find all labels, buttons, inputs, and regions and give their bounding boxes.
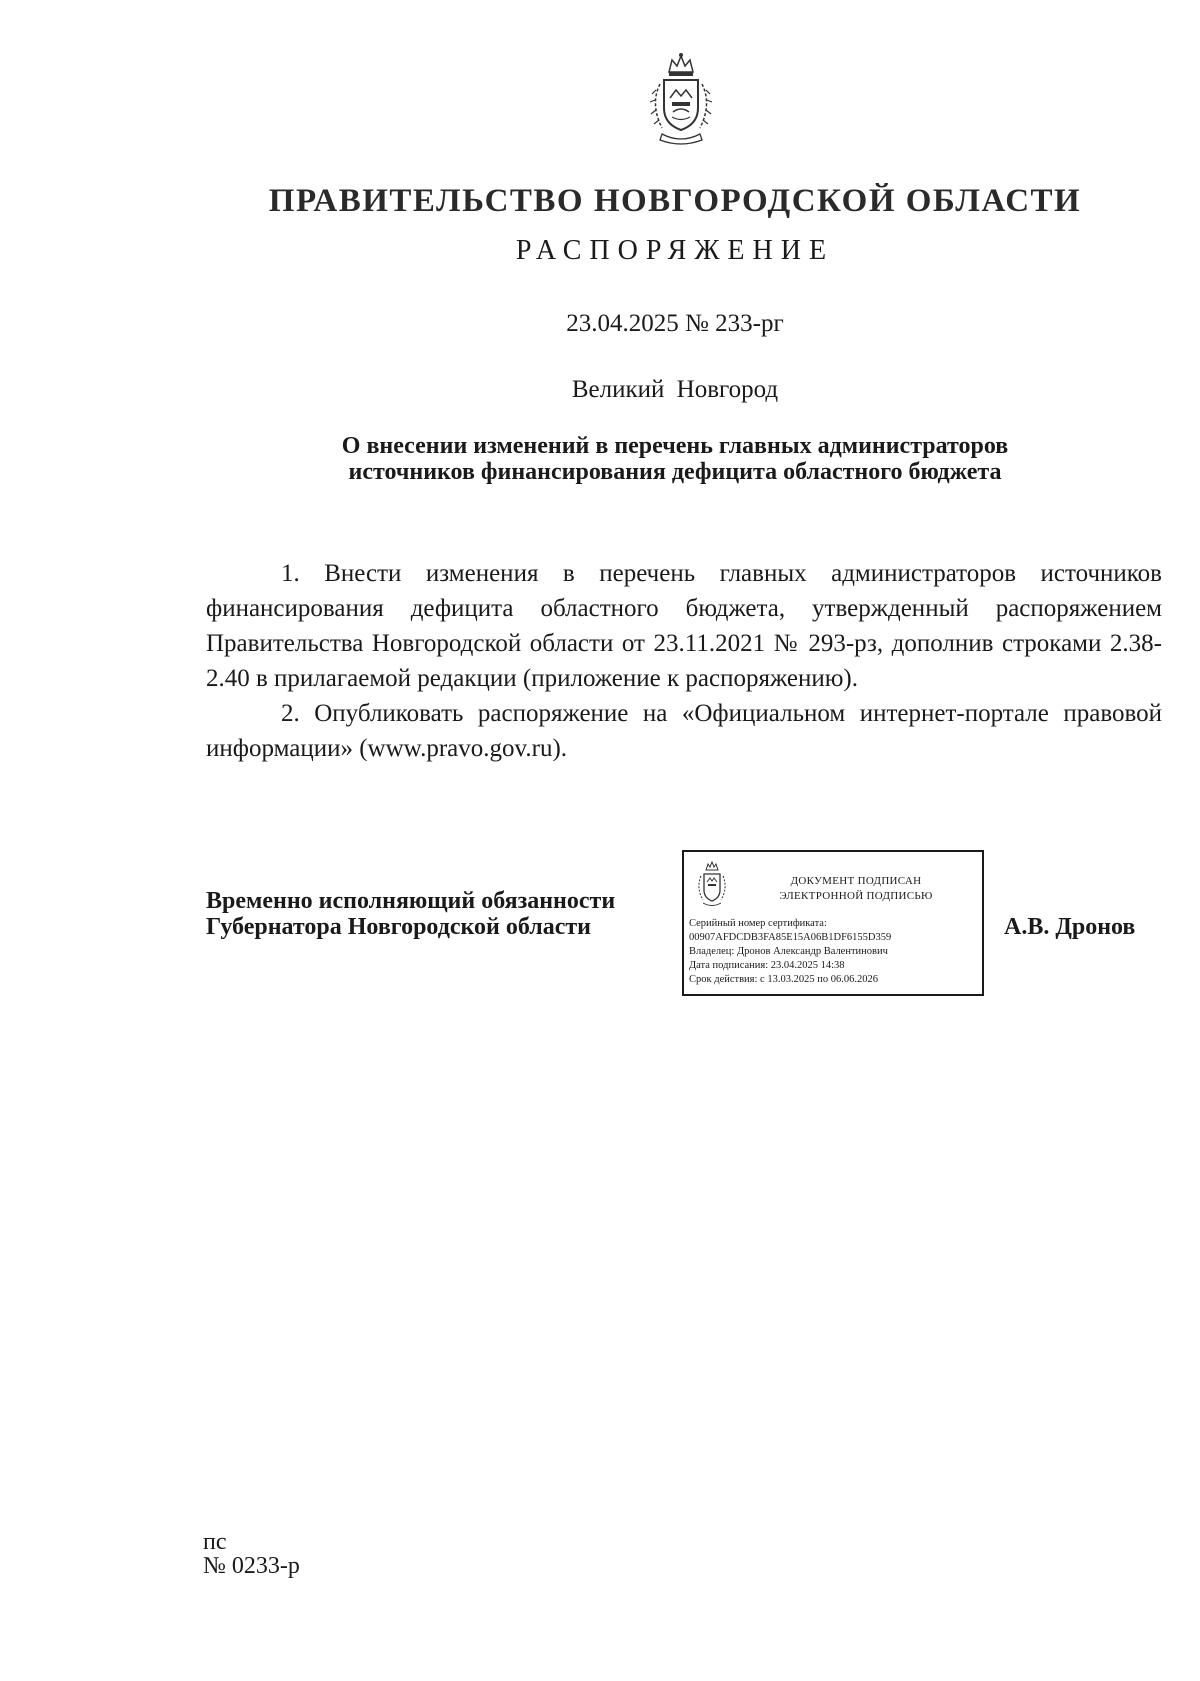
- signer-position-line-1: Временно исполняющий обязанности: [206, 888, 616, 914]
- stamp-header-line-1: ДОКУМЕНТ ПОДПИСАН: [790, 875, 922, 887]
- stamp-signed-date: Дата подписания: 23.04.2025 14:38: [689, 960, 845, 971]
- document-body: [206, 556, 1162, 766]
- document-type-heading: РАСПОРЯЖЕНИЕ: [515, 235, 835, 266]
- signer-position: [206, 888, 686, 940]
- signer-position-line-2: Губернатора Новгородской области: [206, 914, 592, 940]
- footer-reg-number: № 0233-р: [203, 1553, 300, 1579]
- stamp-coat-of-arms-icon: [694, 860, 730, 910]
- coat-of-arms-icon: [642, 50, 720, 150]
- stamp-header: [736, 874, 976, 904]
- stamp-owner: Владелец: Дронов Александр Валентинович: [689, 946, 888, 957]
- footer-initials: пс: [203, 1529, 227, 1555]
- stamp-serial-label: Серийный номер сертификата:: [689, 918, 827, 929]
- stamp-details: [689, 917, 979, 987]
- subject-line-2: источников финансирования дефицита областного бюджета: [348, 459, 1002, 485]
- document-city: Великий Новгород: [571, 376, 779, 403]
- document-date-number: 23.04.2025 № 233-рг: [566, 310, 784, 337]
- stamp-validity: Срок действия: с 13.03.2025 по 06.06.2026: [689, 974, 878, 985]
- signer-name: А.В. Дронов: [1004, 914, 1136, 940]
- electronic-signature-stamp: [682, 850, 984, 996]
- government-name-heading: ПРАВИТЕЛЬСТВО НОВГОРОДСКОЙ ОБЛАСТИ: [268, 183, 1082, 219]
- subject-line-1: О внесении изменений в перечень главных администраторов: [341, 433, 1009, 459]
- stamp-header-line-2: ЭЛЕКТРОННОЙ ПОДПИСЬЮ: [779, 890, 933, 902]
- footer-registration: [203, 1530, 300, 1578]
- body-paragraph-2: 2. Опубликовать распоряжение на «Официальном интернет-портале правовой информации» (www.pravo.gov.ru).: [206, 700, 1162, 762]
- stamp-serial-value: 00907AFDCDB3FA85E15A06B1DF6155D359: [689, 932, 892, 943]
- document-subject: [0, 433, 1200, 485]
- body-paragraph-1: 1. Внести изменения в перечень главных администраторов источников финансирования дефицита областного бюджета, утвержденный распоряжением Правительства Новгородской области от 23.11.2021 № 293-рз, дополнив строками 2.38-2.40 в прилагаемой редакции (приложение к распоряжению).: [206, 560, 1162, 692]
